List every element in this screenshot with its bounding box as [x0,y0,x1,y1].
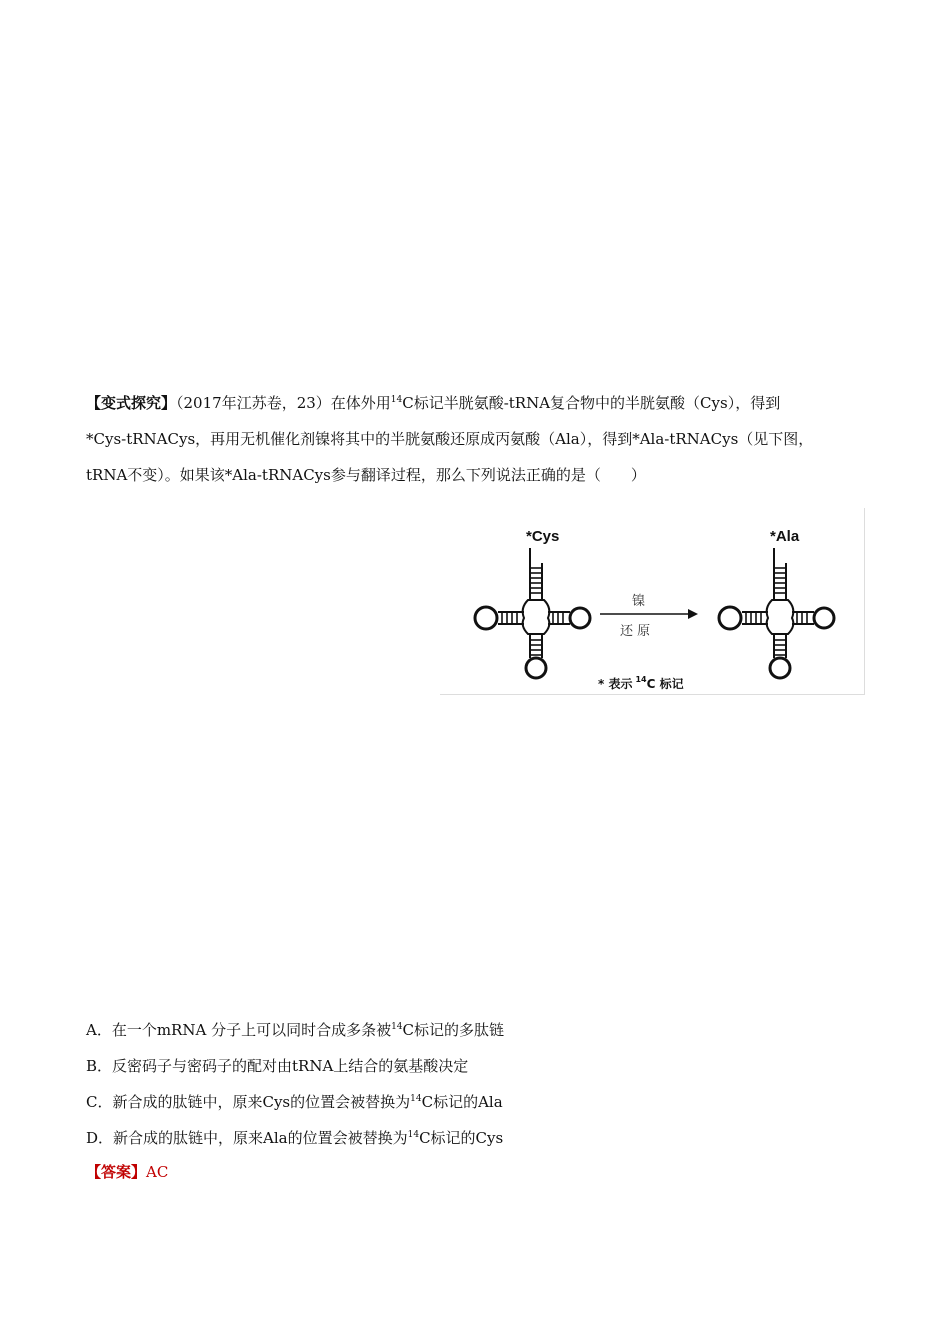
option-c: C．新合成的肽链中，原来Cys的位置会被替换为$^{14}$C标记的Ala [86,1093,503,1111]
arrow-bottom-label: 还 原 [620,624,651,639]
options-list [86,1012,504,1156]
question-line-3: tRNA不变）。如果该*Ala-tRNACys参与翻译过程，那么下列说法正确的是（ ） [86,466,646,484]
trna-figure [440,508,865,695]
answer [86,1154,168,1190]
option-d: D．新合成的肽链中，原来Ala的位置会被替换为$^{14}$C标记的Cys [86,1129,504,1147]
question-stem [86,385,876,493]
answer-tag: 【答案】 [86,1163,147,1181]
figure-caption: * 表示 $^{14}$C 标记 [598,675,684,691]
trna-diagram [440,508,864,694]
left-label: *Cys [526,528,560,545]
trna-left [475,548,590,678]
arrow-top-label: 镍 [632,594,646,609]
trna-right [719,548,834,678]
right-label: *Ala [770,528,800,545]
answer-value: AC [146,1163,169,1181]
question-line-2: *Cys-tRNACys，再用无机催化剂镍将其中的半胱氨酸还原成丙氨酸（Ala），得到*Ala-tRNACys（见下图， [86,430,814,448]
question-line-1: 【变式探究】（2017年江苏卷，23）在体外用$^{14}$C标记半胱氨酸-tRNA复合物中的半胱氨酸（Cys），得到 [86,394,781,412]
question-tag: 【变式探究】 [86,394,177,412]
option-b: B．反密码子与密码子的配对由tRNA上结合的氨基酸决定 [86,1057,469,1075]
option-a: A．在一个mRNA 分子上可以同时合成多条被$^{14}$C标记的多肽链 [86,1021,505,1039]
